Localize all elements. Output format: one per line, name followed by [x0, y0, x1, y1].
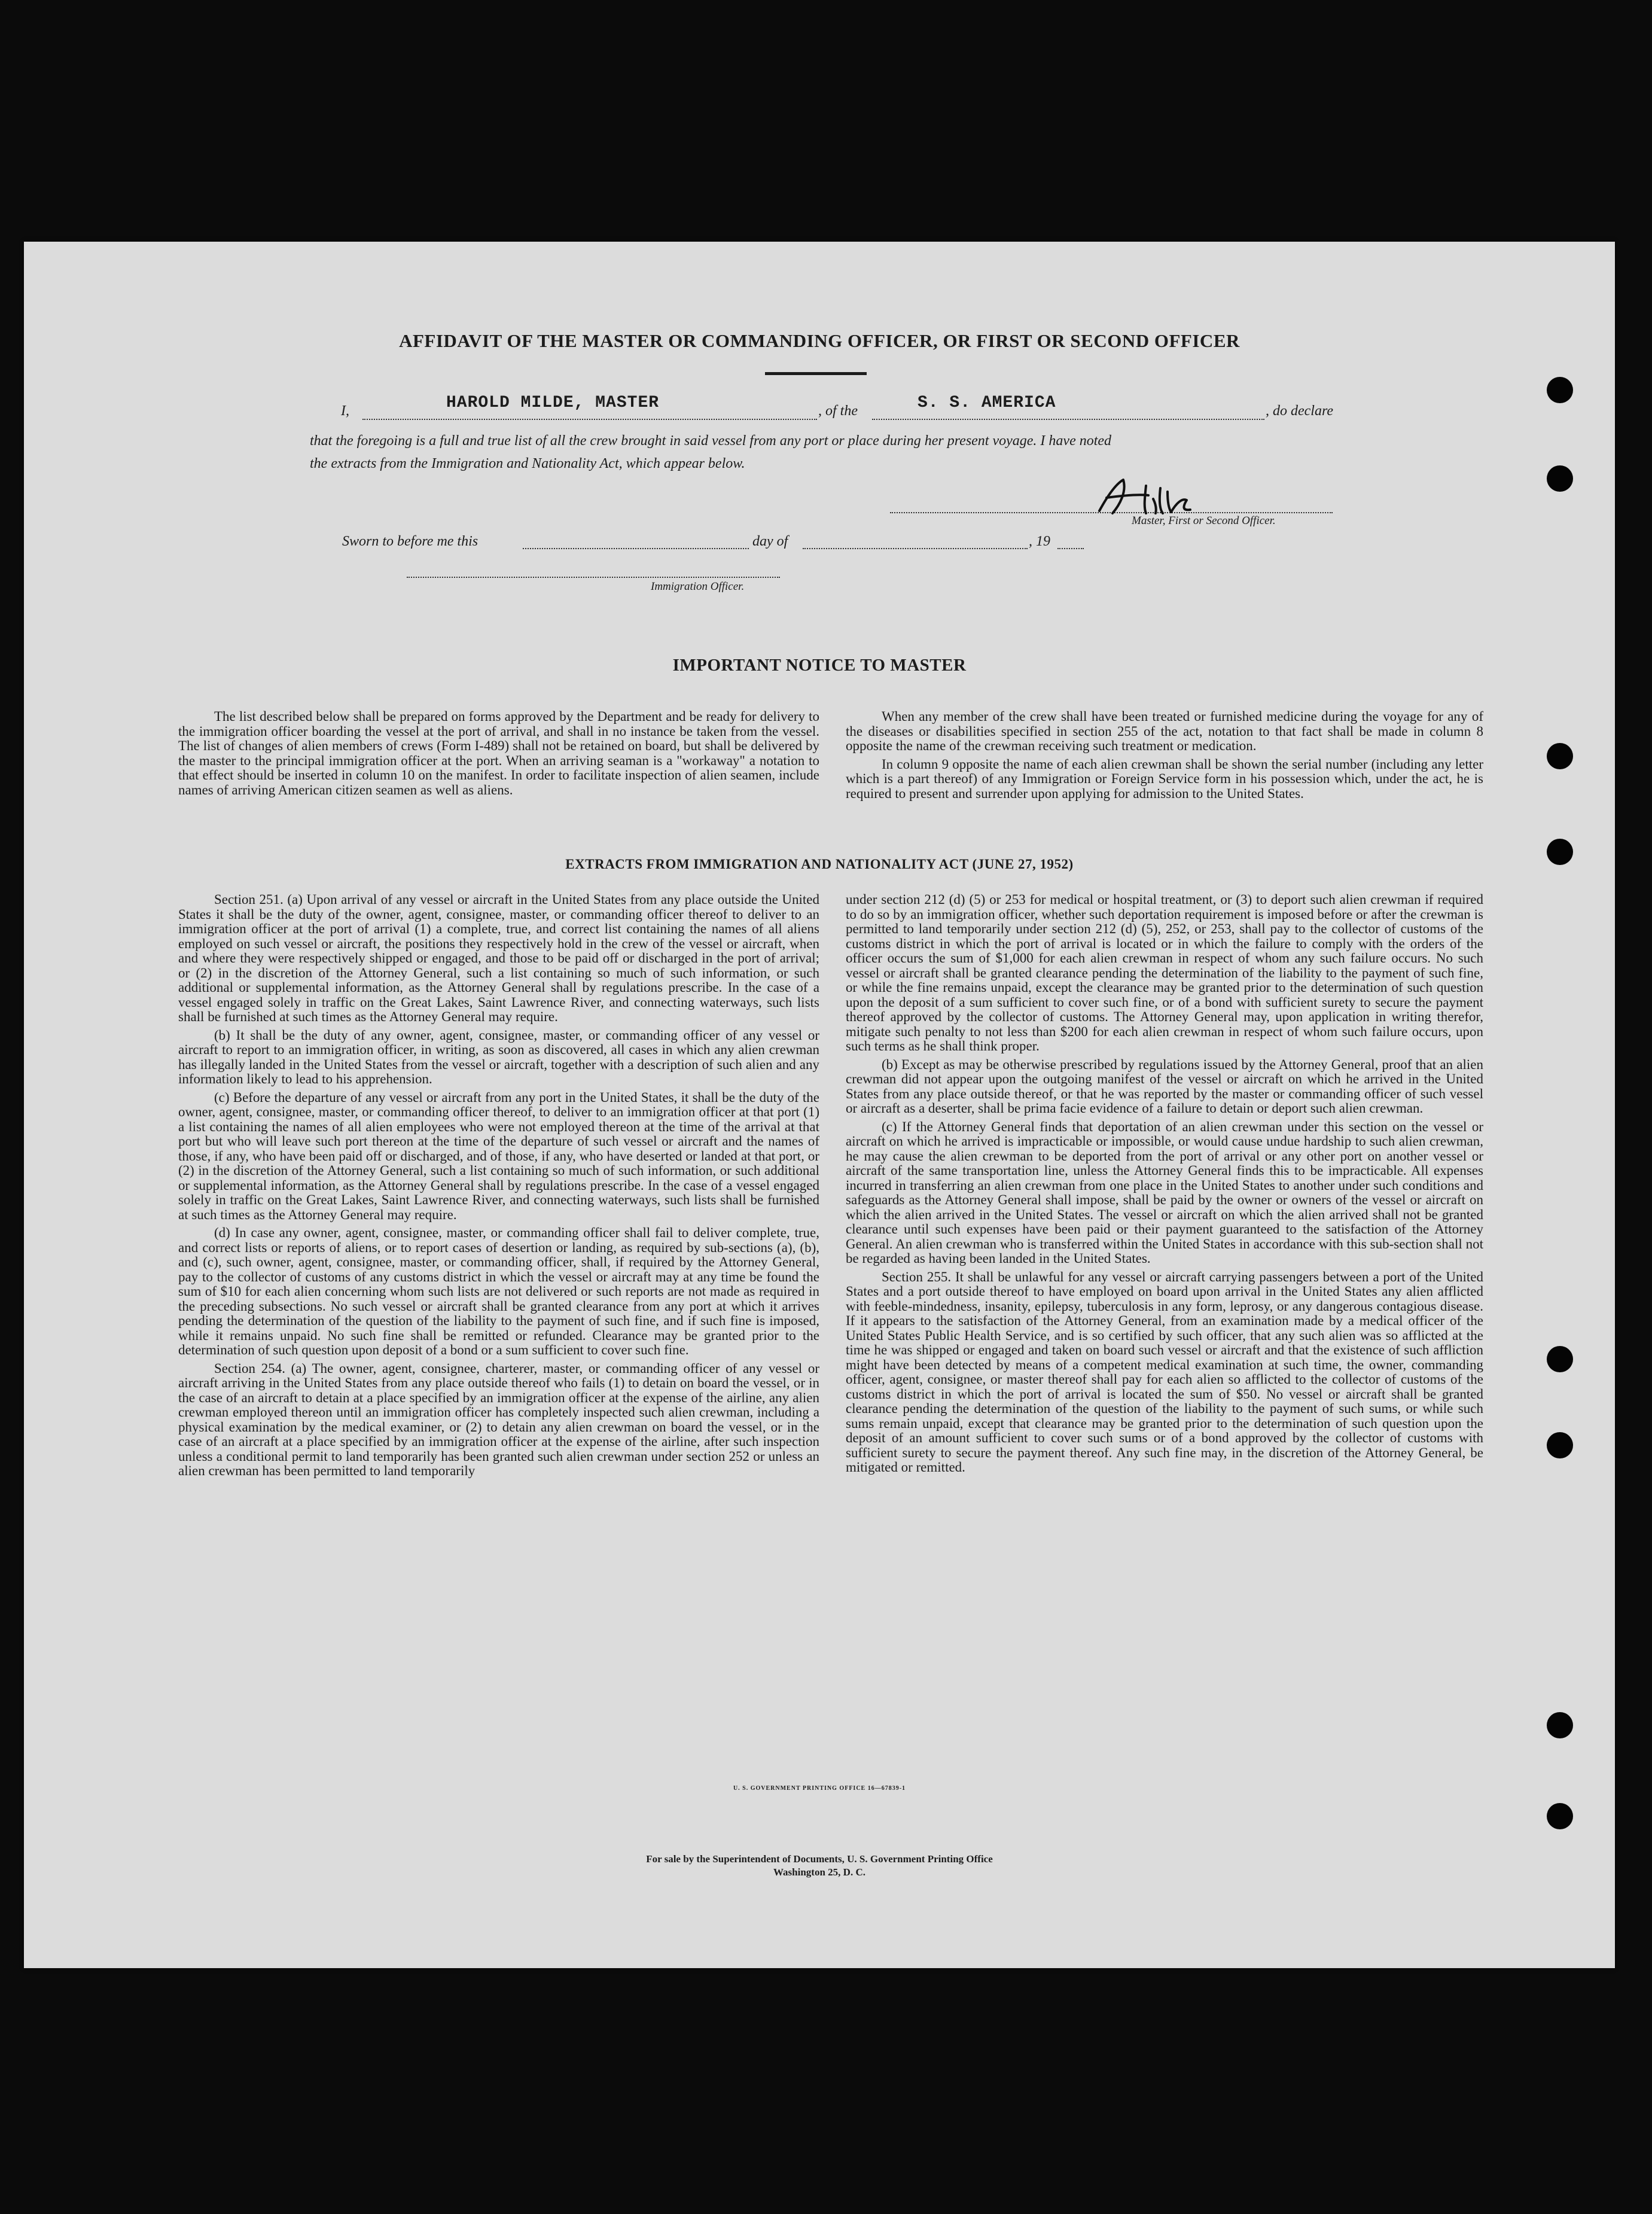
immigration-officer-caption: Immigration Officer.	[651, 580, 745, 593]
printing-office-code: U. S. GOVERNMENT PRINTING OFFICE 16—67839-1	[733, 1785, 906, 1792]
declaration-line-2: the extracts from the Immigration and Nationality Act, which appear below.	[310, 456, 745, 471]
i-label: I,	[341, 403, 349, 419]
notice-title: IMPORTANT NOTICE TO MASTER	[672, 656, 967, 675]
master-name-line	[362, 419, 817, 420]
year-label: , 19	[1029, 534, 1050, 549]
binder-hole	[1547, 1432, 1573, 1458]
section-paragraph: (b) It shall be the duty of any owner, agent, consignee, master, or commanding officer of any vessel or aircraft to report to an immigration officer, in writing, as soon as discovered, all cases in which any alien crewman has illegally landed in the United States from the vessel or aircraft, together with a description of such alien and any information likely to lead to his apprehension.	[178, 1027, 819, 1086]
section-paragraph: Section 251. (a) Upon arrival of any vessel or aircraft in the United States from any place outside the United States it shall be the duty of the owner, agent, consignee, master, or commanding officer thereof to deliver to an immigration officer at the port of arrival (1) a complete, true, and correct list containing the names of all aliens employed on such vessel or aircraft, the positions they respectively hold in the crew of the vessel or aircraft, when and where they were respectively shipped or engaged, and those to be paid off or discharged in the port of arrival; or (2) in the discretion of the Attorney General, such a list containing so much of such information, or such additional or supplemental information, as the Attorney General shall by regulations prescribe. In the case of a vessel engaged solely in traffic on the Great Lakes, Saint Lawrence River, and connecting waterways, such lists shall be furnished at such times as the Attorney General may require.	[178, 892, 819, 1024]
day-of-label: day of	[752, 534, 788, 549]
binder-hole	[1547, 1346, 1573, 1372]
do-declare-label: , do declare	[1266, 403, 1334, 419]
binder-hole	[1547, 1803, 1573, 1829]
declaration-line-1: that the foregoing is a full and true list of all the crew brought in said vessel from any port or place during her present voyage. I have noted	[310, 433, 1112, 449]
section-paragraph: (d) In case any owner, agent, consignee, master, or commanding officer shall fail to deliver complete, true, and correct lists or reports of aliens, or to report cases of desertion or landing, as required by sub-sections (a), (b), and (c), such owner, agent, consignee, master, or commanding officer, shall, if required by the Attorney General, pay to the collector of customs of any customs district in which the vessel or aircraft may at any time be found the sum of $10 for each alien concerning whom such lists are not delivered or such reports are not made as required in the preceding subsections. No such vessel or aircraft shall be granted clearance from any port at which it arrives pending the determination of the question of the liability to the payment of such fine, and if such fine is imposed, while it remains unpaid. No such fine shall be remitted or refunded. Clearance may be granted prior to the determination of such question upon deposit of a bond or a sum sufficient to cover such fine.	[178, 1225, 819, 1357]
form-sheet	[24, 242, 1615, 1968]
section-paragraph: Section 255. It shall be unlawful for any vessel or aircraft carrying passengers between a port of the United States and a port outside thereof to have employed on board upon arrival in the United States any alien afflicted with feeble-mindedness, insanity, epilepsy, tuberculosis in any form, leprosy, or any dangerous contagious disease. If it appears to the satisfaction of the Attorney General, from an examination made by a medical officer of the United States Public Health Service, and is so certified by such officer, that any such alien was so afflicted at the time he was shipped or engaged and taken on board such vessel or aircraft and that the existence of such affliction might have been detected by means of a competent medical examination at such time, the owner, commanding officer, agent, consignee, or master thereof shall pay for each alien so afflicted to the collector of customs of the customs district in which the port of arrival is located the sum of $50. No vessel or aircraft shall be granted clearance pending the determination of the question of the liability to the payment of such sums, or while such sums remain unpaid, except that clearance may be granted prior to the determination of such question upon the deposit of an amount sufficient to cover such sums or of a bond approved by the collector of customs with sufficient surety to secure the payment thereof. Any such fine may, in the discretion of the Attorney General, be mitigated or remitted.	[846, 1269, 1483, 1475]
section-paragraph: Section 254. (a) The owner, agent, consignee, charterer, master, or commanding officer of any vessel or aircraft arriving in the United States from any place outside thereof who fails (1) to detain on board the vessel, or in the case of an aircraft to detain at a place specified by an immigration officer at the expense of the airline, any alien crewman employed thereon until an immigration officer has completely inspected such alien crewman, including a physical examination by the medical examiner, or (2) to detain any alien crewman on board the vessel, or in the case of an aircraft at a place specified by an immigration officer at the expense of the airline, after such inspection unless a conditional permit to land temporarily has been granted such alien crewman under section 252 or unless an alien crewman has been permitted to land temporarily	[178, 1360, 819, 1478]
notice-left-column	[178, 709, 819, 797]
sworn-label: Sworn to before me this	[342, 534, 478, 549]
vessel-name-field[interactable]: S. S. AMERICA	[918, 394, 1056, 412]
vessel-name-line	[872, 419, 1264, 420]
section-paragraph: (b) Except as may be otherwise prescribed by regulations issued by the Attorney General, proof that an alien crewman did not appear upon the outgoing manifest of the vessel or aircraft on which he arrived in the United States from any place outside thereof, or that he was reported by the master or commanding officer of such vessel or aircraft as a deserter, shall be prima facie evidence of a failure to detain or deport such alien crewman.	[846, 1056, 1483, 1116]
sale-line-2: Washington 25, D. C.	[773, 1866, 865, 1878]
extracts-left-column	[178, 893, 819, 1479]
notice-paragraph: The list described below shall be prepared on forms approved by the Department and be ready for delivery to the immigration officer boarding the vessel at the port of arrival, and shall in no instance be taken from the vessel. The list of changes of alien members of crews (Form I-489) shall not be retained on board, but shall be delivered by the master to the principal immigration officer at the port. When an arriving seaman is a "workaway" a notation to that effect should be inserted in column 10 on the manifest. In order to facilitate inspection of alien seamen, include names of arriving American citizen seamen as well as aliens.	[178, 709, 819, 797]
binder-hole	[1547, 465, 1573, 492]
extracts-right-column	[846, 893, 1483, 1475]
affidavit-title: AFFIDAVIT OF THE MASTER OR COMMANDING OFFICER, OR FIRST OR SECOND OFFICER	[399, 330, 1240, 351]
notice-paragraph: When any member of the crew shall have been treated or furnished medicine during the voyage for any of the diseases or disabilities specified in section 255 of the act, notation to that fact shall be made in column 8 opposite the name of the crewman receiving such treatment or medication.	[846, 709, 1483, 753]
of-the-label: , of the	[818, 403, 858, 419]
sworn-day-line	[523, 548, 749, 549]
section-paragraph: under section 212 (d) (5) or 253 for medical or hospital treatment, or (3) to deport such alien crewman if required to do so by an immigration officer, whether such deportation requirement is imposed before or after the crewman is permitted to land temporarily under section 212 (d) (5), 252, or 253, shall pay to the collector of customs of the customs district in which the port of arrival is located or in which the failure to comply with the orders of the officer occurs the sum of $1,000 for each alien crewman in respect of whom any such failure occurs. No such vessel or aircraft shall be granted clearance pending the determination of the liability to the payment of such fine, or while the fine remains unpaid, except the clearance may be granted prior to the determination of such question upon the deposit of a sum sufficient to cover such fine, or of a bond with sufficient surety to secure the payment thereof approved by the collector of customs. The Attorney General may, upon application in writing therefor, mitigate such penalty to not less than $200 for each alien crewman in respect of whom such failure occurs, upon such terms as he shall think proper.	[846, 892, 1483, 1053]
extracts-title: EXTRACTS FROM IMMIGRATION AND NATIONALITY ACT (JUNE 27, 1952)	[565, 857, 1074, 872]
binder-hole	[1547, 1712, 1573, 1738]
binder-hole	[1547, 743, 1573, 769]
sale-line-1: For sale by the Superintendent of Documents, U. S. Government Printing Office	[646, 1853, 993, 1865]
section-paragraph: (c) Before the departure of any vessel or aircraft from any port in the United States, it shall be the duty of the owner, agent, consignee, master, or commanding officer thereof, to deliver to an immigration officer at that port (1) a list containing the names of all alien employees who were not employed thereon at the time of the arrival at that port but who will leave such port thereon at the time of the departure of such vessel or aircraft and the names of those, if any, who have been paid off or discharged, and of those, if any, who have deserted or landed at that port, or (2) in the discretion of the Attorney General, such a list containing so much of such information, or such additional or supplemental information, as the Attorney General shall by regulations prescribe. In the case of a vessel engaged solely in traffic on the Great Lakes, Saint Lawrence River, and connecting waterways, such lists shall be furnished at such times as the Attorney General may require.	[178, 1089, 819, 1222]
immigration-officer-line	[407, 577, 780, 578]
title-rule	[765, 372, 867, 375]
signature-caption: Master, First or Second Officer.	[1132, 514, 1276, 527]
section-paragraph: (c) If the Attorney General finds that deportation of an alien crewman under this section on the vessel or aircraft on which he arrived is impracticable or impossible, or would cause undue hardship to such alien crewman, he may cause the alien crewman to be deported from the port of arrival or any other port on another vessel or aircraft of the same transportation line, unless the Attorney General finds this to be impracticable. All expenses incurred in transferring an alien crewman from one place in the United States to another under such conditions and safeguards as the Attorney General shall impose, shall be paid by the owner or owners of the vessel or aircraft on which the alien arrived in the United States. The vessel or aircraft on which the alien arrived shall not be granted clearance until such expenses have been paid or their payment guaranteed to the satisfaction of the Attorney General. An alien crewman who is transferred within the United States in accordance with this sub-section shall not be regarded as having been landed in the United States.	[846, 1119, 1483, 1266]
notice-paragraph: In column 9 opposite the name of each alien crewman shall be shown the serial number (including any letter which is a part thereof) of any Immigration or Foreign Service form in his possession which, under the act, he is required to present and surrender upon applying for admission to the United States.	[846, 756, 1483, 801]
notice-right-column	[846, 709, 1483, 801]
sworn-month-line	[803, 548, 1028, 549]
binder-hole	[1547, 377, 1573, 403]
sworn-year-line	[1057, 548, 1084, 549]
master-name-field[interactable]: HAROLD MILDE, MASTER	[446, 394, 660, 412]
